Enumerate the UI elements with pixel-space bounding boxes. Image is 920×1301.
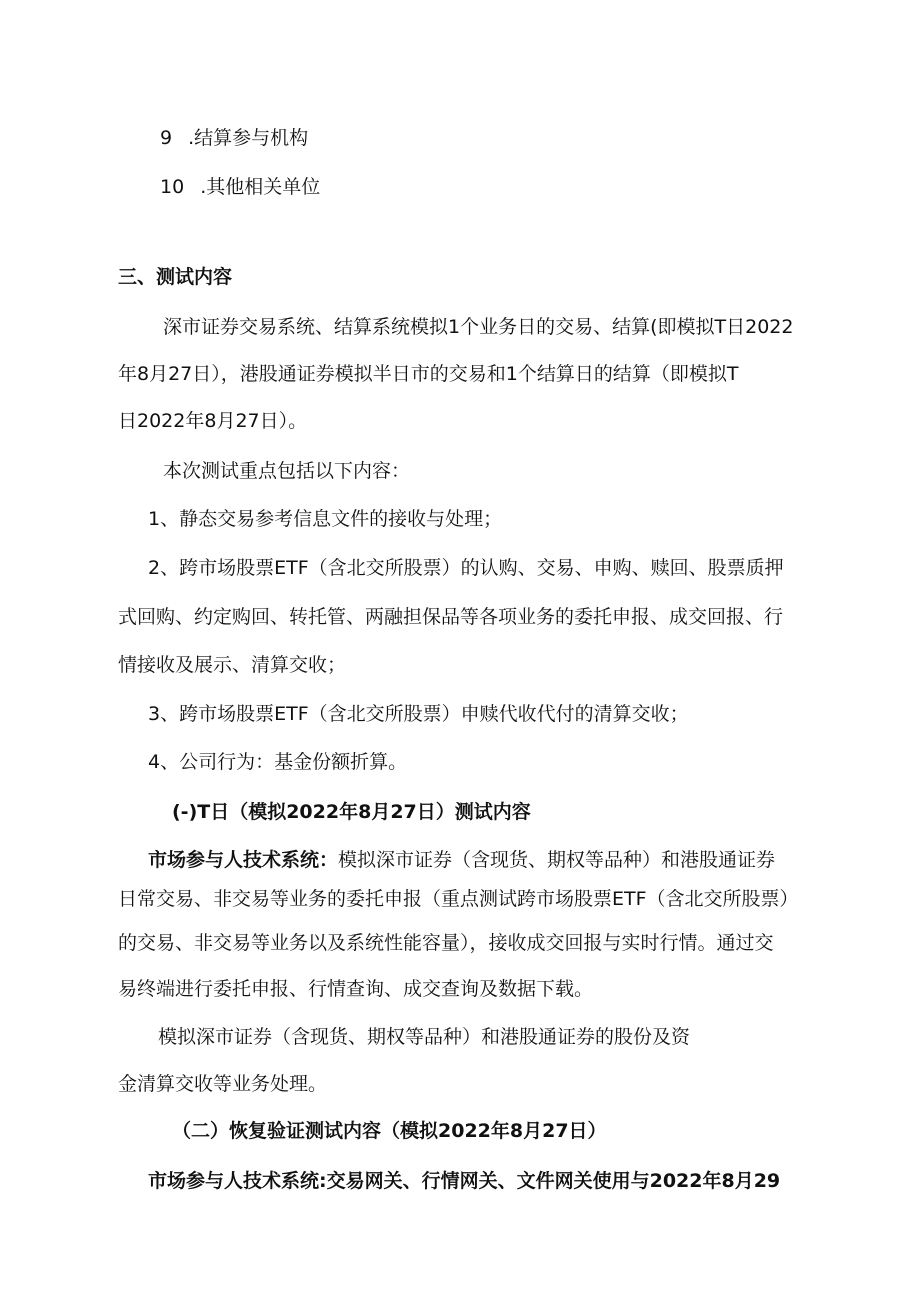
subsection-2-text: 交易网关、行情网关、文件网关使用与2022年8月29 [326, 1170, 781, 1192]
list-number: 10 [160, 176, 185, 198]
subsection-1-para2-line-2: 金清算交收等业务处理。 [118, 1073, 328, 1095]
subsection-1-text: 模拟深市证券（含现货、期权等品种）和港股通证券 [338, 849, 776, 871]
subsection-1-line-4: 易终端进行委托申报、行情查询、成交查询及数据下载。 [118, 978, 594, 1000]
focus-heading: 本次测试重点包括以下内容： [163, 460, 411, 482]
focus-item-4: 4、公司行为：基金份额折算。 [148, 751, 408, 773]
intro-line-3: 日2022年8月27日）。 [118, 410, 308, 432]
focus-item-1: 1、静态交易参考信息文件的接收与处理； [148, 508, 503, 530]
intro-line-1: 深市证券交易系统、结算系统模拟1个业务日的交易、结算(即模拟T日2022 [163, 316, 794, 338]
subsection-1-line-1 [148, 847, 775, 873]
focus-item-2-line-2: 式回购、约定购回、转托管、两融担保品等各项业务的委托申报、成交回报、行 [118, 606, 784, 628]
list-text: .其他相关单位 [200, 176, 321, 198]
subsection-2-title: （二）恢复验证测试内容（模拟2022年8月27日） [172, 1120, 607, 1142]
subsection-1-line-3: 的交易、非交易等业务以及系统性能容量），接收成交回报与实时行情。通过交 [118, 932, 774, 954]
subsection-1-lead: 市场参与人技术系统： [148, 849, 339, 871]
intro-line-2: 年8月27日），港股通证券模拟半日市的交易和1个结算日的结算（即模拟T [118, 363, 739, 385]
focus-item-2-line-1: 2、跨市场股票ETF（含北交所股票）的认购、交易、申购、赎回、股票质押 [148, 557, 784, 579]
list-item-10 [160, 174, 320, 200]
focus-item-2-line-3: 情接收及展示、清算交收； [118, 654, 347, 676]
subsection-2-line-1 [148, 1168, 780, 1194]
list-text: .结算参与机构 [188, 127, 309, 149]
list-number: 9 [160, 127, 173, 149]
subsection-1-para2-line-1: 模拟深市证券（含现货、期权等品种）和港股通证券的股份及资 [158, 1026, 691, 1048]
focus-item-3: 3、跨市场股票ETF（含北交所股票）申赎代收代付的清算交收； [148, 703, 689, 725]
subsection-2-lead: 市场参与人技术系统: [148, 1170, 327, 1192]
subsection-1-line-2: 日常交易、非交易等业务的委托申报（重点测试跨市场股票ETF（含北交所股票） [118, 888, 799, 910]
section-title: 三、测试内容 [118, 266, 233, 288]
subsection-1-title: (-)T日（模拟2022年8月27日）测试内容 [172, 801, 531, 823]
list-item-9 [160, 125, 308, 151]
